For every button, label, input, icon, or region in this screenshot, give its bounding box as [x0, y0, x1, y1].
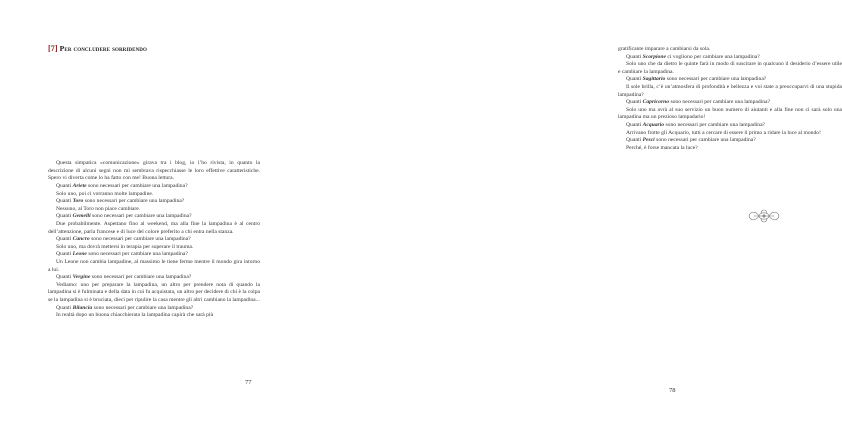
paragraph-text: sono necessari per cambiare una lampadina?: [664, 121, 766, 128]
paragraph-text: gratificante impararе a cambiarsi da sola.: [618, 46, 711, 52]
right-page: [300, 0, 842, 425]
paragraph-text: Quanti: [56, 304, 73, 311]
paragraph-text: sono necessari per cambiare una lampadina?: [654, 137, 756, 144]
paragraph-text: Quanti: [626, 137, 643, 144]
paragraph-text: Vediamo: uno per preparare la lampadina, un altro per prendere nota di quando la lampadina si è fulminata e della data in cui fu acquistata, un altro per decidere di chi è la colpa se la lampadina si è bruciata, dieci per ripulire la casa mentre gli altri cambiano la lampadina...: [48, 281, 260, 303]
paragraph-text: Quanti: [56, 274, 73, 281]
body-paragraph: [618, 76, 842, 84]
zodiac-sign: Scorpione: [642, 53, 666, 60]
zodiac-sign: Sagittario: [642, 76, 666, 83]
body-paragraph: [618, 145, 842, 153]
zodiac-sign: Pesci: [642, 137, 655, 144]
zodiac-sign: Vergine: [72, 274, 91, 281]
paragraph-text: ci vogliono per cambiare una lampadina?: [665, 53, 760, 60]
body-paragraph: [48, 251, 260, 259]
paragraph-text: Solo uno che da dietro le quinte farà in modo di suscitare in qualcuno il desiderio d’essere utile e cambiare la lampadina.: [618, 61, 842, 75]
paragraph-text: Quanti: [56, 198, 73, 205]
paragraph-text: Nessuno, al Toro non piace cambiare.: [56, 205, 141, 212]
body-paragraph: [48, 206, 260, 214]
body-paragraph: [48, 236, 260, 244]
body-paragraph: [48, 274, 260, 282]
paragraph-text: sono necessari per cambiare una lampadina?: [665, 76, 767, 83]
page-number-right: 78: [669, 387, 676, 394]
paragraph-text: sono necessari per cambiare una lampadina?: [92, 304, 194, 311]
zodiac-sign: Leone: [72, 251, 87, 258]
zodiac-sign: Toro: [72, 198, 84, 205]
paragraph-text: Due probabilmente. Aspettano fino al weekend, ma alla fine la lampadina è al centro dell’attenzione, parla francese e di luce del colore preferito a chi entra nella stanza.: [48, 220, 260, 235]
paragraph-text: Solo uno ma avrà al suo servizio un buon numero di aiutanti e alla fine non ci sarà solo una lampadina ma un prezioso lampadario!: [618, 106, 842, 121]
zodiac-sign: Capricorno: [642, 99, 670, 106]
body-paragraph: [48, 282, 260, 305]
page-number-left: 77: [245, 379, 252, 386]
left-page: [0, 0, 300, 425]
body-paragraph: [618, 137, 842, 145]
body-paragraph: [48, 221, 260, 236]
floral-ornament-icon: [746, 207, 782, 225]
zodiac-sign: Bilancia: [72, 304, 93, 311]
body-paragraph: [48, 183, 260, 191]
body-paragraph: [48, 198, 260, 206]
zodiac-sign: Acquario: [642, 121, 665, 128]
body-paragraph: [618, 46, 842, 54]
paragraph-text: Il sole brilla, c’è un’atmosfera di profondità e bellezza e voi state a preoccuparvi di una stupida lampadina?: [618, 83, 842, 98]
paragraph-text: Quanti: [626, 121, 643, 128]
zodiac-sign: Ariete: [72, 183, 87, 189]
left-body-text: [48, 183, 260, 320]
paragraph-text: sono necessari per cambiare una lampadina?: [90, 274, 192, 281]
paragraph-text: sono necessari per cambiare una lampadina?: [89, 236, 191, 243]
paragraph-text: sono necessari per cambiare una lampadina?: [86, 251, 188, 258]
right-body-text: [618, 46, 842, 152]
body-paragraph: [618, 122, 842, 130]
paragraph-text: Arrivano frotte gli Acquario, tutti a cercare di essere il primo a ridare la luce al mondo!: [626, 129, 821, 136]
body-paragraph: [618, 107, 842, 122]
body-paragraph: [48, 191, 260, 199]
body-paragraph: [618, 130, 842, 138]
paragraph-text: Solo uno, poi ci vorranno molte lampadine.: [56, 190, 154, 197]
chapter-title: [48, 44, 278, 54]
paragraph-text: Quanti: [626, 99, 643, 106]
paragraph-text: Quanti: [56, 251, 73, 258]
body-paragraph: [618, 61, 842, 76]
paragraph-text: sono necessari per cambiare una lampadina?: [669, 99, 770, 106]
body-paragraph: [48, 259, 260, 274]
paragraph-text: Quanti: [56, 236, 73, 243]
paragraph-text: Un Leone non cambia lampadine, al massimo le tiene ferme mentre il mondo gira intorno a lui.: [48, 258, 260, 273]
zodiac-sign: Cancro: [72, 236, 90, 243]
body-paragraph: [48, 312, 260, 320]
intro-text: Questa simpatica «comunicazione» girava tra i blog, io l’ho rivista, in quanto la descrizione di alcuni segni non mi sembrava rispecchiasse le loro effettive caratteristiche. Spero vi diverta come lo ha fatto con me! Buona lettura.: [48, 160, 260, 182]
chapter-number: [7]: [48, 44, 58, 53]
paragraph-text: Quanti: [56, 183, 73, 189]
paragraph-text: Quanti: [56, 213, 73, 220]
paragraph-text: Solo uno, ma dovrà mettersi in terapia per superare il trauma.: [56, 243, 194, 250]
intro-paragraph: [48, 160, 260, 183]
body-paragraph: [618, 99, 842, 107]
body-paragraph: [48, 244, 260, 252]
paragraph-text: sono necessari per cambiare una lampadina?: [90, 213, 192, 220]
paragraph-text: sono necessari per cambiare una lampadina?: [86, 183, 188, 189]
paragraph-text: Quanti: [626, 53, 643, 60]
paragraph-text: Perché, è forse mancata la luce?: [626, 144, 698, 151]
body-paragraph: [48, 213, 260, 221]
body-paragraph: [618, 84, 842, 99]
paragraph-text: sono necessari per cambiare una lampadina?: [83, 198, 185, 205]
body-paragraph: [48, 305, 260, 313]
chapter-title-text: Per concludere sorridendo: [59, 44, 147, 53]
paragraph-text: Quanti: [626, 76, 643, 83]
zodiac-sign: Gemelli: [72, 213, 91, 220]
paragraph-text: In realtà dopo un buona chiacchierata la lampadina capirà che sarà più: [56, 312, 214, 319]
